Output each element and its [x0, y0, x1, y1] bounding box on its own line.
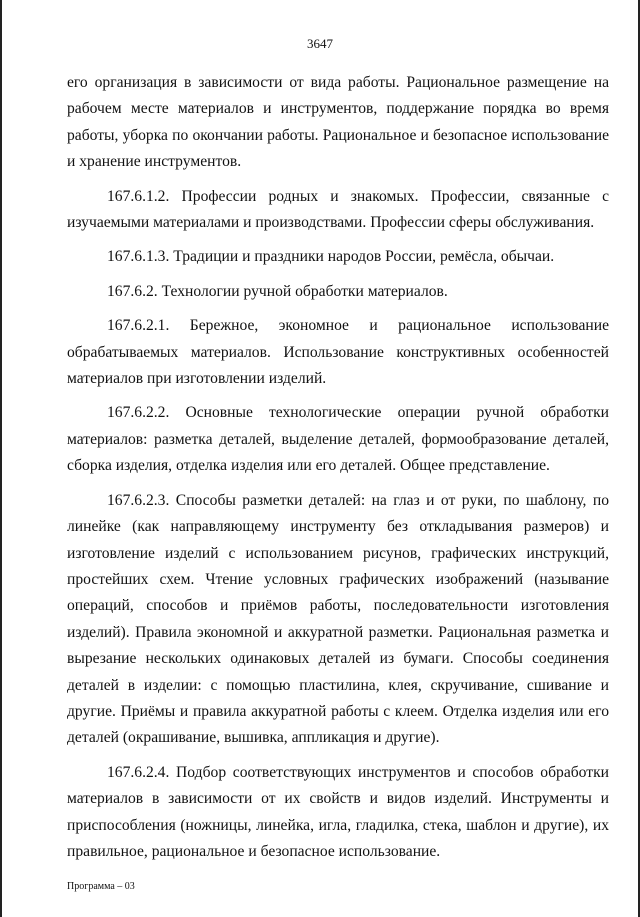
paragraph-167-6-2: 167.6.2. Технологии ручной обработки материалов. — [107, 282, 448, 300]
document-body — [67, 70, 609, 873]
page-number: 3647 — [307, 36, 333, 51]
paragraph-167-6-2-4: 167.6.2.4. Подбор соответствующих инструментов и способов обработки материалов в зависимости от их свойств и видов изделий. Инструменты и приспособления (ножницы, линейка, игла, гладилка, стека, шаблон и другие), их правильное, рациональное и безопасное использование. — [67, 763, 609, 860]
footer-program-label: Программа – 03 — [67, 881, 135, 892]
paragraph-167-6-2-3: 167.6.2.3. Способы разметки деталей: на глаз и от руки, по шаблону, по линейке (как направляющему инструменту без откладывания размеров) и изготовление изделий с использованием рисунов, графических инструкций, простейших схем. Чтение условных графических изображений (называние операций, способов и приёмов работы, последовательности изготовления изделий). Правила экономной и аккуратной разметки. Рациональная разметка и вырезание нескольких одинаковых деталей из бумаги. Способы соединения деталей в изделии: с помощью пластилина, клея, скручивание, сшивание и другие. Приёмы и правила аккуратной работы с клеем. Отделка изделия или его деталей (окрашивание, вышивка, аппликация и другие). — [67, 491, 609, 747]
paragraph-167-6-1-3: 167.6.1.3. Традиции и праздники народов России, ремёсла, обычаи. — [107, 248, 555, 266]
paragraph-167-6-2-2: 167.6.2.2. Основные технологические операции ручной обработки материалов: разметка деталей, выделение деталей, формообразование деталей, сборка изделия, отделка изделия или его деталей. Общее представление. — [67, 404, 609, 475]
paragraph-167-6-2-1: 167.6.2.1. Бережное, экономное и рациональное использование обрабатываемых материалов. Использование конструктивных особенностей материалов при изготовлении изделий. — [67, 317, 609, 388]
page-left-border — [0, 0, 2, 917]
paragraph-167-6-1-2: 167.6.1.2. Профессии родных и знакомых. Профессии, связанные с изучаемыми материалами и производствами. Профессии сферы обслуживания. — [67, 187, 609, 232]
paragraph-continuation: его организация в зависимости от вида работы. Рациональное размещение на рабочем месте материалов и инструментов, поддержание порядка во время работы, уборка по окончании работы. Рациональное и безопасное использование и хранение инструментов. — [67, 74, 609, 171]
